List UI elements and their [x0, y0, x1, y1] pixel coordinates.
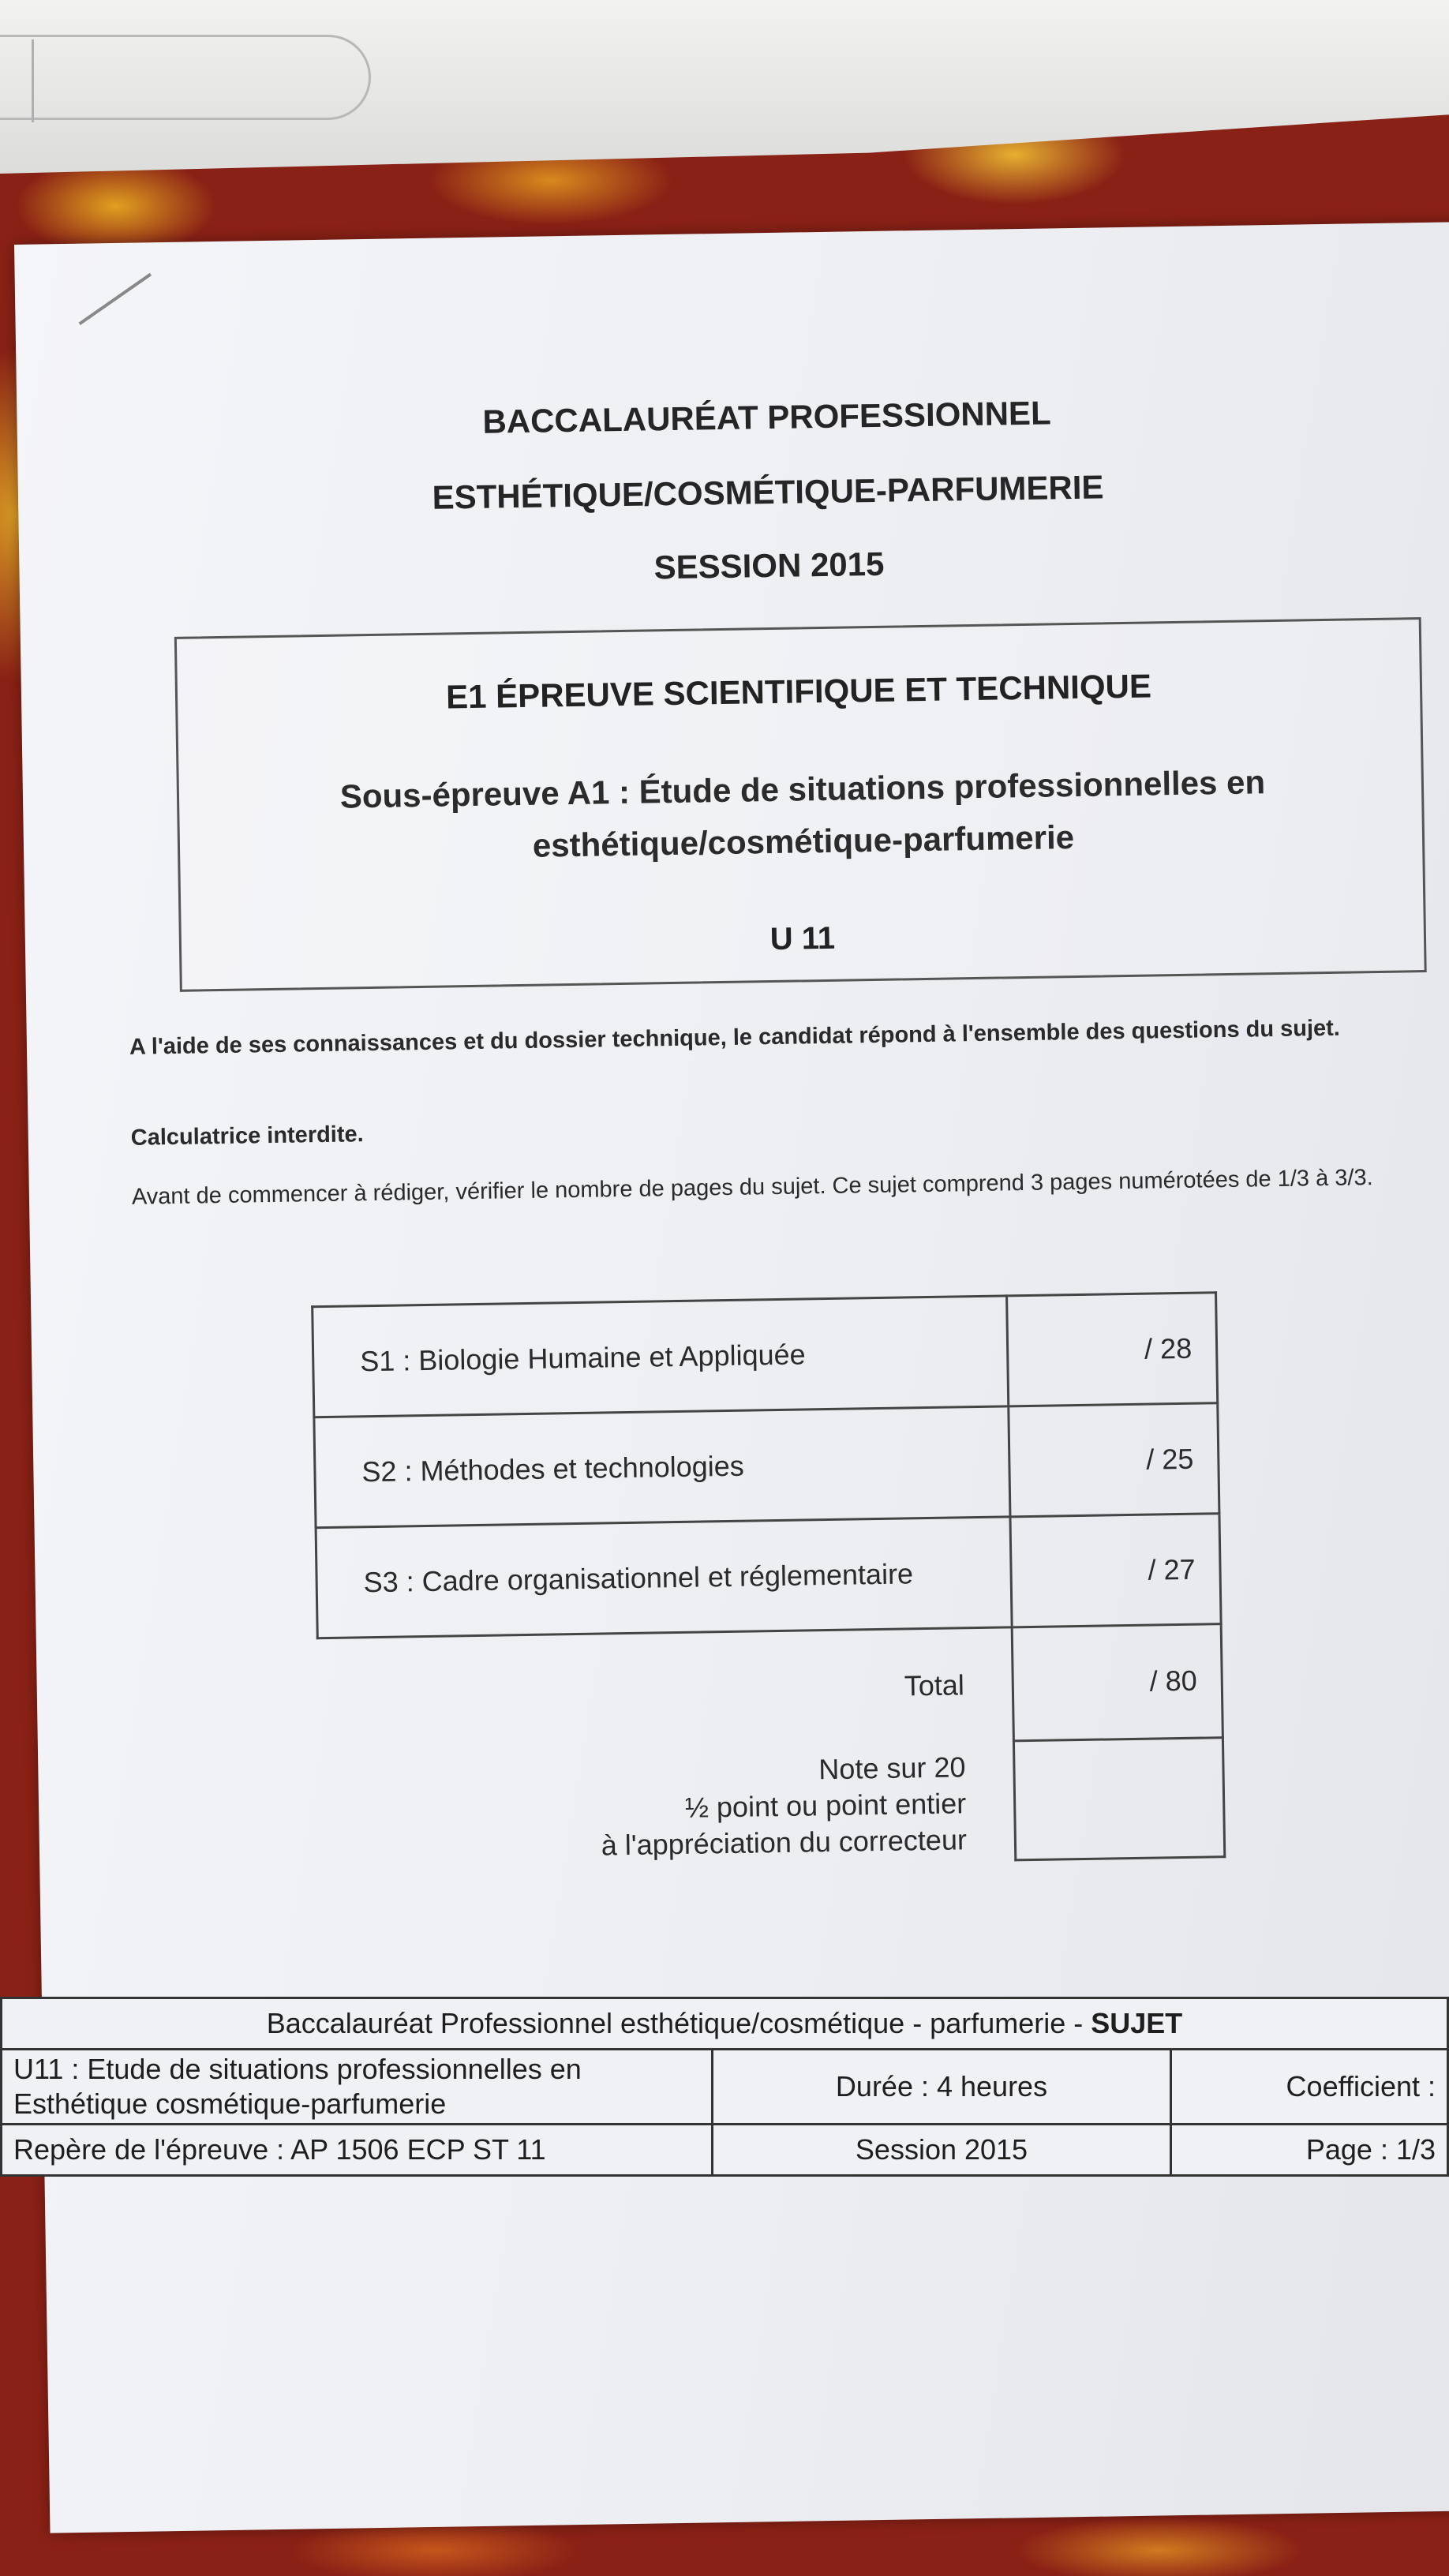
- note-label: [320, 1740, 1016, 1870]
- top-sheet-tab: [0, 35, 371, 120]
- footer-duree: Durée : 4 heures: [713, 2050, 1171, 2125]
- footer-heading-bold: SUJET: [1091, 2007, 1183, 2039]
- unit-label: U 11: [769, 920, 836, 957]
- total-row: [317, 1624, 1222, 1751]
- footer-page: Page : 1/3: [1171, 2125, 1448, 2176]
- section-label: S2 : Méthodes et technologies: [314, 1406, 1010, 1528]
- score-table: [311, 1291, 1226, 1871]
- instruction-page-check: Avant de commencer à rédiger, vérifier le nombre de pages du sujet. Ce sujet comprend 3 pages numérotées de 1/3 à 3/3.: [131, 1165, 1373, 1210]
- footer-unit-line-2: Esthétique cosmétique-parfumerie: [13, 2087, 447, 2120]
- instruction-knowledge: A l'aide de ses connaissances et du dossier technique, le candidat répond à l'ensemble des questions du sujet.: [129, 1015, 1341, 1060]
- pencil-mark: [79, 273, 152, 325]
- footer-table: [0, 1997, 1449, 2177]
- footer-coefficient: Coefficient :: [1171, 2050, 1448, 2125]
- footer-heading: [2, 1998, 1448, 2050]
- footer-unit: [2, 2050, 713, 2125]
- table-row: [316, 1514, 1221, 1638]
- table-row: [314, 1403, 1219, 1528]
- section-points: / 28: [1007, 1293, 1218, 1406]
- footer-session: Session 2015: [713, 2125, 1171, 2176]
- note-line-1: Note sur 20: [818, 1750, 966, 1786]
- note-line-2: ½ point ou point entier: [684, 1787, 967, 1824]
- footer-repere: Repère de l'épreuve : AP 1506 ECP ST 11: [2, 2125, 713, 2176]
- sous-epreuve-line-1: Sous-épreuve A1 : Étude de situations professionnelles en: [339, 763, 1266, 815]
- table-row: [313, 1293, 1218, 1417]
- header-line-2: ESTHÉTIQUE/COSMÉTIQUE-PARFUMERIE: [432, 468, 1104, 516]
- total-points: / 80: [1012, 1624, 1222, 1741]
- sous-epreuve-line-2: esthétique/cosmétique-parfumerie: [532, 818, 1075, 864]
- epreuve-title: E1 ÉPREUVE SCIENTIFIQUE ET TECHNIQUE: [445, 667, 1152, 716]
- note-row: [320, 1737, 1225, 1870]
- section-label: S3 : Cadre organisationnel et réglementaire: [316, 1517, 1012, 1638]
- note-line-3: à l'appréciation du correcteur: [601, 1823, 968, 1862]
- footer-unit-line-1: U11 : Etude de situations professionnelles en: [13, 2053, 582, 2085]
- note-score-field[interactable]: [1013, 1737, 1224, 1859]
- section-label: S1 : Biologie Humaine et Appliquée: [313, 1296, 1009, 1417]
- total-label: Total: [904, 1668, 965, 1702]
- header-line-1: BACCALAURÉAT PROFESSIONNEL: [482, 394, 1051, 440]
- top-sheet-line: [32, 39, 34, 122]
- instruction-calculator: Calculatrice interdite.: [130, 1121, 364, 1151]
- header-line-3: SESSION 2015: [653, 545, 885, 586]
- section-points: / 27: [1010, 1514, 1221, 1627]
- section-points: / 25: [1009, 1403, 1219, 1517]
- exam-sheet: [14, 222, 1449, 2533]
- sous-epreuve-title: [211, 754, 1396, 878]
- title-box: [174, 617, 1427, 992]
- footer-heading-text: Baccalauréat Professionnel esthétique/cosmétique - parfumerie -: [266, 2007, 1091, 2039]
